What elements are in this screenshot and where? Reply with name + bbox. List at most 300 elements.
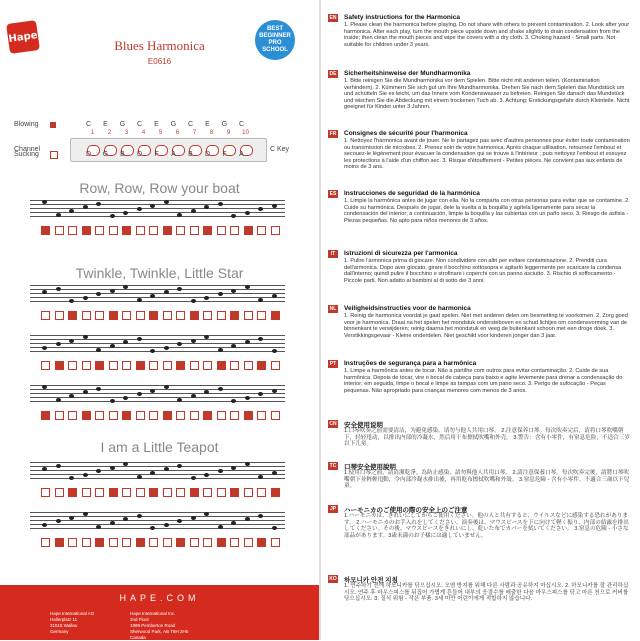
music-note <box>110 214 115 218</box>
language-badge: CN <box>329 421 337 427</box>
hole-number: 8 <box>209 130 214 136</box>
music-note <box>258 475 263 479</box>
hole-number-box <box>95 488 104 497</box>
section-title: Istruzioni di sicurezza per l'armonica <box>344 250 458 257</box>
music-note <box>56 287 61 291</box>
music-note <box>110 344 115 348</box>
music-note <box>272 471 277 475</box>
music-note <box>69 394 74 398</box>
music-note <box>96 292 101 296</box>
hole-number-box <box>55 226 64 235</box>
staff-line <box>30 200 285 201</box>
music-note <box>83 512 88 516</box>
hole-number-box <box>257 488 266 497</box>
music-staff <box>30 462 285 478</box>
music-note <box>272 349 277 353</box>
music-note <box>56 464 61 468</box>
hole-number-box <box>41 411 50 420</box>
safety-section-jp <box>328 505 628 570</box>
hole-number-box <box>95 226 104 235</box>
music-note <box>191 339 196 343</box>
language-badge: JP <box>329 506 337 512</box>
hole-number-box <box>109 411 118 420</box>
music-note <box>69 516 74 520</box>
section-title: 安全使用说明 <box>344 422 383 429</box>
hole-number-box <box>217 311 226 320</box>
hole-number: 4 <box>141 130 146 136</box>
music-note <box>123 462 128 466</box>
hole-number-box <box>230 411 239 420</box>
hole-number: 10 <box>242 130 249 136</box>
song-title-teapot: I am a Little Teapot <box>100 439 219 455</box>
hape-logo: Hape <box>6 20 40 54</box>
music-note <box>150 389 155 393</box>
hole-number-row <box>30 226 285 234</box>
music-note <box>272 294 277 298</box>
section-title: ハーモニカのご使用の際の安全上のご注意 <box>344 507 468 514</box>
music-note <box>231 214 236 218</box>
music-note <box>231 521 236 525</box>
staff-line <box>30 208 285 209</box>
hole-number-box <box>244 488 253 497</box>
music-note <box>191 516 196 520</box>
key-label: C Key <box>270 146 290 153</box>
hole-number-box <box>257 361 266 370</box>
hole-number-box <box>82 311 91 320</box>
hole-number-box <box>136 411 145 420</box>
staff-line <box>30 474 285 475</box>
draw-note: B <box>120 151 125 158</box>
music-note <box>123 396 128 400</box>
staff-line <box>30 385 285 386</box>
section-body: 1. Please clean the harmonica before playing. Do not share with others to prevent contamination. 2. Look after your harmonica. After each play, turn the mouth piece upside down and shake slightly to drain condensation from the inside; then clean the mouth pieces and wipe the covers with a dry cloth. 3. Choking hazard - Small parts. Not suitable for children under 3 years. <box>344 22 630 48</box>
music-note <box>204 512 209 516</box>
section-body: 1. Limpe a harmônica antes de tocar. Não a partilhe com outros para evitar contaminação. 2. Cuide de sua harmônica. Depois de tocar, vire o bocal de cabeça para baixo e agite levemente para drenar a condensação do interior; em seguida, limpe o bocal e limpe as tampas com um pano seco. 3. Perigo de sufocação - Peças pequenas. Não apropriado para crianças menores com menos de 3 anos. <box>344 368 623 394</box>
safety-section-es <box>328 190 628 245</box>
hole-number-box <box>82 538 91 547</box>
blow-note: E <box>205 121 210 128</box>
blow-note: G <box>119 121 126 128</box>
draw-notes-row <box>80 151 250 158</box>
hole-number-row <box>30 411 285 419</box>
hole-number-box <box>163 226 172 235</box>
hole-number-box <box>109 488 118 497</box>
music-note <box>137 392 142 396</box>
music-note <box>272 389 277 393</box>
hole-number-box <box>190 411 199 420</box>
hole-number-box <box>41 488 50 497</box>
music-note <box>218 469 223 473</box>
hole-number-box <box>271 311 280 320</box>
hole-number-box <box>149 411 158 420</box>
staff-line <box>30 512 285 513</box>
music-note <box>245 396 250 400</box>
music-note <box>164 200 169 204</box>
hole-number-box <box>55 311 64 320</box>
address-na: Hape International Inc. 2nd Floor 1999 Pemberton Road Sherwood Park, AB T8H 2H5 Canada <box>130 611 189 640</box>
music-note <box>245 285 250 289</box>
section-body: 1. Reinig de harmonica voordat je gaat spelen. Niet met anderen delen om besmetting te voorkomen. 2. Zorg goed voor je harmonica. Draai na het spelen het mondstuk ondersteboven en schud lichtjes om condensvorming van de binnenkant te verwijderen; reinig daarna het mondstuk en veeg de buitenkant schoon met een droge doek. 3. Verstikkingsgevaar - Kleine onderdelen. Niet geschikt voor kinderen jonger dan 3 jaar. <box>344 313 628 339</box>
music-note <box>231 289 236 293</box>
language-badge: NL <box>329 306 337 312</box>
section-body: 1. Bitte reinigen Sie die Mundharmonika vor dem Spielen. Bitte nicht mit anderen teilen. (Kontamination verhindern). 2. Kümmern Sie sich gut um Ihre Mundharmonika. Drehen Sie nach dem Spielen das Mundstück um und schütteln Sie es leicht, um das Innere vom Kondenswasser zu befreien. Reinigen Sie danach das Mundstück und wischen Sie die Abdeckung mit einem trockenen Tuch ab. 3. Achtung: Erstickungsgefahr durch Kleinteile. Nicht geeignet für Kinder unter 3 Jahren. <box>344 78 630 111</box>
hole-number-box <box>136 361 145 370</box>
draw-note: D <box>136 151 143 158</box>
blow-note: G <box>170 121 177 128</box>
hole-number-box <box>41 538 50 547</box>
music-note <box>258 337 263 341</box>
hole-number-box <box>68 311 77 320</box>
hole-number: 2 <box>107 130 112 136</box>
model-number: E0616 <box>147 57 172 66</box>
music-note <box>56 213 61 217</box>
music-note <box>150 526 155 530</box>
staff-line <box>30 401 285 402</box>
section-body: 1. 연주하기 전에 하모니카를 닦으십시오. 오염 방지를 위해 다른 사람과 공유하지 마십시오. 2. 하모니카를 잘 관리하십시오. 연주 후 마우스피스를 뒤집어 가볍게 흔들어 내부의 응결수를 배출한 다음 마우스피스를 닦고 마른 천으로 커버를 닦으십시오. 3. 질식 위험 - 작은 부품. 3세 미만 어린이에게 적합하지 않습니다. <box>344 583 629 603</box>
hole-number-box <box>244 361 253 370</box>
staff-line <box>30 470 285 471</box>
music-note <box>69 299 74 303</box>
music-note <box>177 213 182 217</box>
music-note <box>56 342 61 346</box>
hole-number-box <box>68 411 77 420</box>
hole-number-box <box>82 226 91 235</box>
staff-line <box>30 351 285 352</box>
language-badge: FR <box>329 131 337 137</box>
hole-number-row <box>30 538 285 546</box>
section-title: Sicherheitshinweise der Mundharmonika <box>344 70 471 77</box>
hole-number-box <box>68 538 77 547</box>
music-staff <box>30 385 285 401</box>
music-note <box>110 399 115 403</box>
blowing-label: Blowing <box>14 121 39 128</box>
language-badge: TC <box>329 463 337 469</box>
hole-number-box <box>163 311 172 320</box>
hole-number-box <box>230 361 239 370</box>
hole-number-box <box>271 538 280 547</box>
hole-number-box <box>122 488 131 497</box>
hole-number-box <box>176 226 185 235</box>
sucking-label: Sucking <box>14 151 39 158</box>
section-body: 1. Limpie la harmónica antes de jugar con ella. No la comparta con otras personas para evitar que se contamine. 2. Cuide su harmónica. Después de jugar, dele la vuelta a la boquilla y agítela ligeramente para secar la condensación del interior; a continuación, limpie la boquilla y las cubiertas con un paño seco. 3. Riesgo de asfixia - Piezas pequeñas. No apto para niños menores de 3 años. <box>344 198 630 224</box>
section-title: Instrucciones de seguridad de la harmónica <box>344 190 480 197</box>
blow-note: G <box>221 121 228 128</box>
music-note <box>150 349 155 353</box>
hole-number-box <box>230 538 239 547</box>
music-note <box>137 207 142 211</box>
music-note <box>96 348 101 352</box>
hole-number-box <box>257 311 266 320</box>
music-note <box>83 296 88 300</box>
music-note <box>218 202 223 206</box>
song-title-row-row-row: Row, Row, Row your boat <box>79 180 240 196</box>
hole-number-box <box>95 311 104 320</box>
music-note <box>218 348 223 352</box>
music-note <box>69 476 74 480</box>
music-note <box>204 335 209 339</box>
hole-number: 9 <box>226 130 231 136</box>
address-eu: Hape International AG Hallerplatz 11 31515 Wallau Germany <box>50 611 95 634</box>
music-note <box>231 466 236 470</box>
safety-section-fr <box>328 130 628 185</box>
hole-number-box <box>217 361 226 370</box>
section-title: Veiligheidsinstructies voor de harmonica <box>344 305 471 312</box>
hole-number-box <box>122 226 131 235</box>
hole-number-box <box>41 226 50 235</box>
hole-number-box <box>163 411 172 420</box>
suck-legend-icon <box>50 151 58 159</box>
music-note <box>164 385 169 389</box>
section-body: 1. Nettoyez l'harmonica avant de jouer. Ne le partagez pas avec d'autres personnes pour éviter toute contamination ou transmission de microbes. 2. Prenez soin de votre harmonica. Après chaque utilisation, retournez l'embout et secouez-le légèrement pour évacuer la condensation qui se trouve à l'intérieur ; puis nettoyez l'embout et essuyez les protections à l'aide d'un chiffon sec. 3. Risque d'étouffement - Petites pièces. Ne convient pas aux enfants de moins de 3 ans. <box>344 138 630 171</box>
music-note <box>164 346 169 350</box>
hole-number-box <box>271 488 280 497</box>
music-note <box>258 392 263 396</box>
hole-number-box <box>149 226 158 235</box>
hole-number: 7 <box>192 130 197 136</box>
music-note <box>56 398 61 402</box>
music-note <box>150 471 155 475</box>
hole-number-box <box>68 226 77 235</box>
section-title: Safety instructions for the Harmonica <box>344 14 460 21</box>
music-staff <box>30 512 285 528</box>
draw-note: D <box>85 151 92 158</box>
music-note <box>258 298 263 302</box>
hole-number-box <box>176 538 185 547</box>
draw-note: A <box>239 151 244 158</box>
language-badge: DE <box>329 71 337 77</box>
hole-number-box <box>109 226 118 235</box>
music-note <box>272 526 277 530</box>
music-note <box>150 204 155 208</box>
hole-number-row <box>30 488 285 496</box>
music-note <box>42 385 47 389</box>
blow-note: C <box>238 121 245 128</box>
music-note <box>218 525 223 529</box>
hole-number-box <box>95 538 104 547</box>
music-note <box>164 523 169 527</box>
music-note <box>177 287 182 291</box>
hole-number-box <box>257 538 266 547</box>
staff-line <box>30 216 285 217</box>
music-note <box>123 211 128 215</box>
music-note <box>218 292 223 296</box>
staff-line <box>30 528 285 529</box>
safety-section-en <box>328 14 628 62</box>
website-url[interactable]: HAPE.COM <box>119 593 200 603</box>
music-note <box>96 469 101 473</box>
music-note <box>110 521 115 525</box>
music-note <box>123 285 128 289</box>
hole-number-box <box>190 226 199 235</box>
music-note <box>83 335 88 339</box>
hole-number-box <box>203 361 212 370</box>
music-note <box>258 514 263 518</box>
page-title: Blues Harmonica <box>114 38 205 53</box>
hole-number: 5 <box>158 130 163 136</box>
music-note <box>96 202 101 206</box>
language-badge: ES <box>329 191 337 197</box>
beginner-badge: BEST BEGINNER PRO SCHOOL <box>255 20 295 60</box>
hole-number: 6 <box>175 130 180 136</box>
hole-number-box <box>95 411 104 420</box>
hole-number-box <box>82 488 91 497</box>
music-note <box>137 337 142 341</box>
hole-number-box <box>257 411 266 420</box>
blow-legend-icon <box>50 122 56 128</box>
safety-section-tc <box>328 462 628 502</box>
hole-number-box <box>136 226 145 235</box>
safety-section-it <box>328 250 628 300</box>
hole-number-box <box>244 311 253 320</box>
section-title: Consignes de sécurité pour l'harmonica <box>344 130 468 137</box>
section-body: 1.口琴吹奏之前需要清洁，为避免感染，请勿与他人共用口琴。 2.注意保养口琴。每次吹奏完后，请将口琴吹嘴朝下，轻轻甩动，以排出内部的冷凝水，然后用干布擦拭吹嘴和外壳。 3.警告：含有小零件，有窒息危险，不适合三岁以下儿童。 <box>344 428 630 448</box>
hole-number-box <box>55 538 64 547</box>
music-note <box>110 289 115 293</box>
hole-number-box <box>163 361 172 370</box>
hole-number-box <box>122 311 131 320</box>
music-note <box>191 394 196 398</box>
hole-number-box <box>217 226 226 235</box>
blow-note: E <box>103 121 108 128</box>
draw-note: D <box>204 151 211 158</box>
hole-number-box <box>190 311 199 320</box>
music-note <box>42 523 47 527</box>
hole-number-box <box>163 488 172 497</box>
section-title: 하모니카 안전 지침 <box>344 577 398 584</box>
hole-number-box <box>55 488 64 497</box>
hole-number-box <box>122 361 131 370</box>
blow-notes-row <box>80 121 250 128</box>
safety-section-pt <box>328 360 628 415</box>
music-note <box>177 398 182 402</box>
hole-number-box <box>122 411 131 420</box>
music-note <box>56 519 61 523</box>
staff-line <box>30 524 285 525</box>
hole-number-box <box>55 411 64 420</box>
hole-number-box <box>68 361 77 370</box>
staff-line <box>30 389 285 390</box>
section-title: Instruções de segurança para a harmônica <box>344 360 477 367</box>
hole-number-box <box>149 488 158 497</box>
hole-number-box <box>136 488 145 497</box>
hole-number-box <box>217 488 226 497</box>
hole-number-box <box>190 361 199 370</box>
hole-number-box <box>176 311 185 320</box>
language-badge: EN <box>329 15 337 21</box>
hole-number-box <box>109 538 118 547</box>
music-note <box>96 387 101 391</box>
language-badge: PT <box>329 361 337 367</box>
music-note <box>231 344 236 348</box>
draw-note: B <box>188 151 193 158</box>
staff-line <box>30 289 285 290</box>
hole-number: 3 <box>124 130 129 136</box>
draw-note: G <box>102 151 109 158</box>
safety-section-cn <box>328 420 628 460</box>
staff-line <box>30 335 285 336</box>
hole-number-box <box>149 361 158 370</box>
music-note <box>204 296 209 300</box>
hole-number-row <box>30 361 285 369</box>
section-title: 口琴安全使用說明 <box>344 464 396 471</box>
music-note <box>272 204 277 208</box>
music-staff <box>30 335 285 351</box>
hole-number-box <box>230 226 239 235</box>
draw-note: A <box>171 151 176 158</box>
hole-number-box <box>41 361 50 370</box>
hole-number-box <box>244 226 253 235</box>
hole-number-box <box>149 311 158 320</box>
music-note <box>191 209 196 213</box>
staff-line <box>30 393 285 394</box>
hole-number-box <box>136 311 145 320</box>
hole-number-box <box>203 411 212 420</box>
hole-number-box <box>203 538 212 547</box>
music-note <box>177 342 182 346</box>
music-note <box>204 473 209 477</box>
safety-section-ko <box>328 575 628 630</box>
hole-number-box <box>82 411 91 420</box>
language-badge: KO <box>329 576 337 582</box>
hole-number-box <box>190 538 199 547</box>
draw-note: F <box>222 151 227 158</box>
staff-line <box>30 293 285 294</box>
hole-number-box <box>230 488 239 497</box>
language-badge: IT <box>328 250 338 258</box>
music-note <box>96 525 101 529</box>
hole-number-box <box>271 226 280 235</box>
hole-number-box <box>122 538 131 547</box>
blow-note: E <box>154 121 159 128</box>
hole-number-box <box>230 311 239 320</box>
section-body: 1.使用口琴之前，請清潔乾淨。為防止感染，請勿與他人共用口琴。 2.請注意保養口琴。每次吹奏完後，請將口琴吹嘴朝下並輕輕甩動，令內部冷凝水排出後，再用乾布擦拭吹嘴和外殼。 3.窒息危險 - 含有小零件，不適合三歲以下兒童。 <box>344 470 630 490</box>
hole-number-box <box>244 411 253 420</box>
song-sheet-panel <box>0 0 319 640</box>
channel-label: Channel <box>14 146 41 153</box>
music-note <box>137 514 142 518</box>
music-note <box>218 387 223 391</box>
music-note <box>177 519 182 523</box>
hole-number-box <box>176 411 185 420</box>
music-note <box>191 476 196 480</box>
footer-band <box>0 585 319 640</box>
hole-number-box <box>41 311 50 320</box>
music-note <box>245 211 250 215</box>
hole-number-box <box>149 538 158 547</box>
hole-number-row <box>30 311 285 319</box>
hole-number-box <box>203 311 212 320</box>
hole-number-box <box>217 538 226 547</box>
music-note <box>150 294 155 298</box>
hole-number-box <box>136 538 145 547</box>
music-note <box>42 346 47 350</box>
staff-line <box>30 347 285 348</box>
hole-number-box <box>176 361 185 370</box>
hole-number-box <box>203 488 212 497</box>
hole-number-box <box>176 488 185 497</box>
song-title-twinkle: Twinkle, Twinkle, Little Star <box>75 265 244 281</box>
hole-number-box <box>257 226 266 235</box>
hole-number-box <box>82 361 91 370</box>
hole-number-box <box>109 311 118 320</box>
music-note <box>137 475 142 479</box>
staff-line <box>30 297 285 298</box>
music-note <box>42 200 47 204</box>
music-note <box>177 464 182 468</box>
hole-number-box <box>190 488 199 497</box>
hole-number-box <box>163 538 172 547</box>
safety-section-nl <box>328 305 628 357</box>
